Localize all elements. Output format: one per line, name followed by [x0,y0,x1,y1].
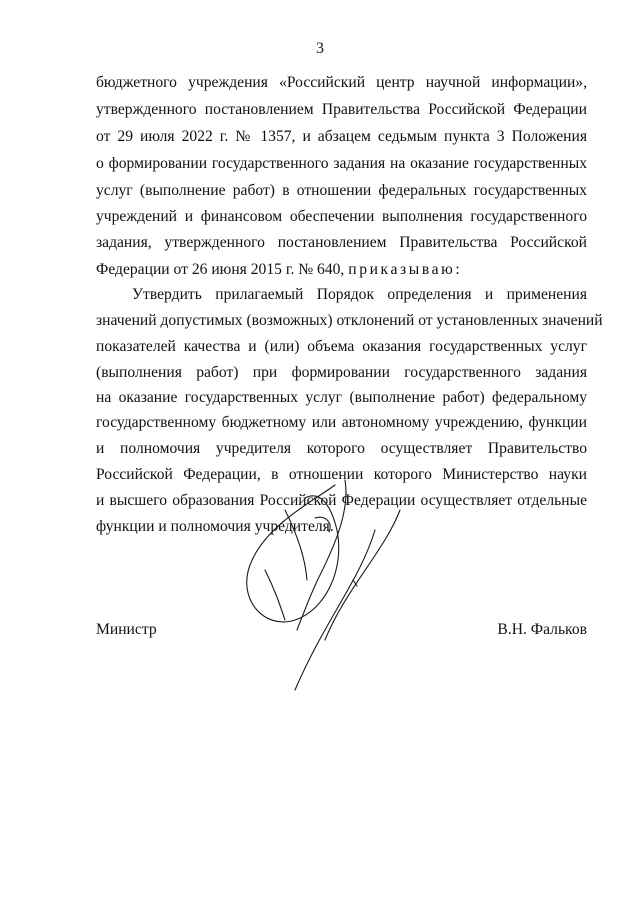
paragraph-line: задания, утвержденного постановлением Правительства Российской [96,234,587,251]
paragraph-line: учреждений и финансовом обеспечении выполнения государственного [96,208,587,225]
paragraph-line: показателей качества и (или) объема оказания государственных услуг [96,338,587,355]
paragraph-line: о формировании государственного задания на оказание государственных [96,155,587,172]
paragraph-line: бюджетного учреждения «Российский центр научной информации», [96,74,587,91]
paragraph-line: функции и полномочия учредителя. [96,518,334,535]
paragraph-line: на оказание государственных услуг (выполнение работ) федеральному [96,389,587,406]
page-number: 3 [316,40,324,57]
paragraph-line: Российской Федерации, в отношении которого Министерство науки [96,466,587,483]
signatory-title: Министр [96,621,157,638]
paragraph-line: от 29 июля 2022 г. № 1357, и абзацем седьмым пункта 3 Положения [96,128,587,145]
order-word: приказываю: [348,261,463,278]
paragraph-line: утвержденного постановлением Правительства Российской Федерации [96,101,587,118]
paragraph-line: Утвердить прилагаемый Порядок определения и применения [132,286,587,303]
paragraph-text: Федерации от 26 июня 2015 г. № 640, [96,261,345,278]
paragraph-line: и полномочия учредителя которого осуществляет Правительство [96,440,587,457]
paragraph-line: (выполнения работ) при формировании государственного задания [96,364,587,381]
paragraph-line: услуг (выполнение работ) в отношении федеральных государственных [96,182,587,199]
paragraph-line: и высшего образования Российской Федерации осуществляет отдельные [96,492,587,509]
signature-row [96,621,587,639]
paragraph-line: значений допустимых (возможных) отклонений от установленных значений [96,312,603,329]
paragraph-line [96,261,587,279]
signatory-name: В.Н. Фальков [497,621,587,638]
paragraph-line: государственному бюджетному или автономному учреждению, функции [96,414,587,431]
